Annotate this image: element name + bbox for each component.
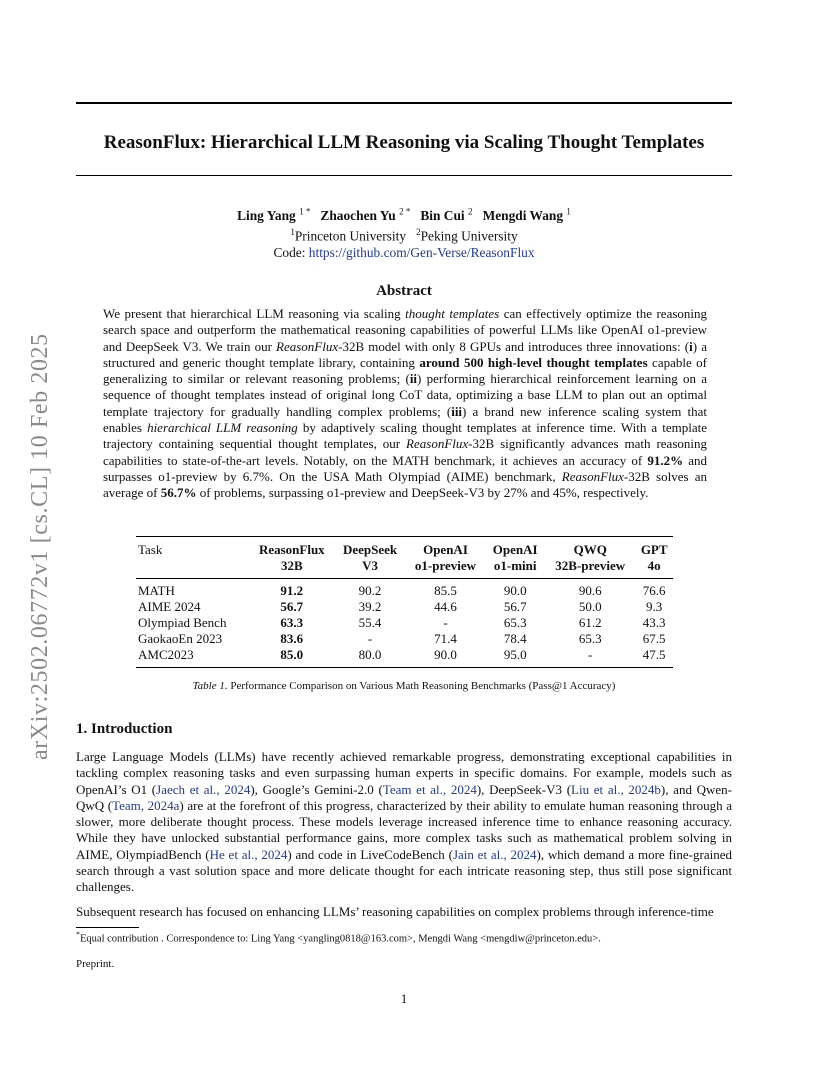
citation-link[interactable]: Liu et al., 2024b: [571, 781, 661, 797]
page-number: 1: [400, 991, 408, 1006]
table-cell: 43.3: [642, 615, 666, 630]
preprint-note: Preprint.: [76, 958, 115, 970]
table-cell: 90.2: [358, 583, 382, 598]
table-cell: 56.7: [280, 599, 304, 614]
table-cell: 91.2: [280, 583, 304, 598]
footnote: *Equal contribution . Correspondence to: Ling Yang <yangling0818@163.com>, Mengdi Wang <mengdiw@princeton.edu>.: [76, 930, 601, 945]
author: Bin Cui $^2$: [420, 207, 473, 224]
table-caption: Table 1. Performance Comparison on Various Math Reasoning Benchmarks (Pass@1 Accuracy): [192, 680, 616, 692]
benchmark-table: [136, 536, 673, 668]
table-header: DeepSeek: [334, 537, 405, 559]
section-heading: 1. Introduction: [76, 721, 173, 737]
table-cell-task: GaokaoEn 2023: [138, 631, 223, 646]
table-cell: 76.6: [642, 583, 666, 598]
author: Zhaochen Yu $^{2 *}$: [320, 207, 411, 224]
affiliation: Princeton University: [294, 228, 407, 244]
citation-link[interactable]: Team, 2024a: [112, 797, 180, 813]
table-cell: 63.3: [280, 615, 304, 630]
table-cell: 65.3: [503, 615, 527, 630]
table-cell: 95.0: [485, 647, 545, 668]
table-cell: 71.4: [434, 631, 457, 646]
author-block: [76, 204, 732, 261]
table-header: ReasonFlux: [249, 537, 334, 559]
table-cell: 67.5: [642, 631, 666, 646]
table-cell: -: [367, 631, 373, 646]
affiliation: Peking University: [420, 228, 518, 244]
table-row: [136, 631, 673, 647]
table-header-sub: 4o: [635, 558, 673, 579]
abstract-heading: Abstract: [376, 283, 432, 299]
table-cell: 39.2: [358, 599, 382, 614]
citation-link[interactable]: He et al., 2024: [209, 846, 288, 862]
table-cell: 9.3: [646, 599, 663, 614]
table-cell: 44.6: [434, 599, 457, 614]
arxiv-sidebar-stamp: arXiv:2502.06772v1 [cs.CL] 10 Feb 2025: [27, 333, 53, 760]
author-list: [76, 204, 732, 224]
table-cell: 78.4: [503, 631, 527, 646]
table-row: [136, 579, 673, 600]
table-cell: 47.5: [635, 647, 673, 668]
footnote-rule: [76, 927, 139, 928]
intro-paragraph-1: Large Language Models (LLMs) have recently achieved remarkable progress, demonstrating exceptional capabilities in tackling complex reasoning tasks and even surpassing human experts in specific domains. For example, models such as OpenAI’s O1 (Jaech et al., 2024), Google’s Gemini-2.0 (Team et al., 2024), DeepSeek-V3 (Liu et al., 2024b), and Qwen-QwQ (Team, 2024a) are at the forefront of this progress, characterized by their ability to emulate human reasoning through a slower, more deliberate thought process. These models leverage increased inference time to enhance reasoning accuracy. While they have unlocked substantial performance gains, more complex tasks such as mathematical problem solving in AIME, OlympiadBench (He et al., 2024) and code in LiveCodeBench (Jain et al., 2024), which demand a more fine-grained search through a vast solution space and more delicate thought for each intricate reasoning step, thus still pose significant challenges.: [76, 749, 733, 895]
table-cell-task: AIME 2024: [138, 599, 201, 614]
table-cell: 55.4: [358, 615, 382, 630]
code-line: Code: https://github.com/Gen-Verse/ReasonFlux: [273, 244, 535, 260]
table-cell: -: [545, 647, 635, 668]
table-cell-task: Olympiad Bench: [138, 615, 227, 630]
author: Mengdi Wang $^1$: [482, 207, 571, 224]
top-rule: [76, 102, 732, 104]
abstract-text: We present that hierarchical LLM reasoning via scaling thought templates can effectively optimize the reasoning search space and outperform the mathematical reasoning capabilities of powerful LLMs like OpenAI o1-preview and DeepSeek V3. We train our ReasonFlux-32B model with only 8 GPUs and introduces three innovations: (i) a structured and generic thought template library, containing around 500 high-level thought templates capable of generalizing to similar or relevant reasoning problems; (ii) performing hierarchical reinforcement learning on a sequence of thought templates instead of original long CoT data, optimizing a base LLM to plan out an optimal template trajectory for gradually handling complex problems; (iii) a brand new inference scaling system that enables hierarchical LLM reasoning by adaptively scaling thought templates at inference time. With a template trajectory containing sequential thought templates, our ReasonFlux-32B significantly advances math reasoning capabilities to state-of-the-art levels. Notably, on the MATH benchmark, it achieves an accuracy of 91.2% and surpasses o1-preview by 6.7%. On the USA Math Olympiad (AIME) benchmark, ReasonFlux-32B solves an average of 56.7% of problems, surpassing o1-preview and DeepSeek-V3 by 27% and 45%, respectively.: [103, 306, 708, 501]
table-cell: 50.0: [578, 599, 602, 614]
table-header: QWQ: [545, 537, 635, 559]
table-header: GPT: [635, 537, 673, 559]
code-link[interactable]: https://github.com/Gen-Verse/ReasonFlux: [308, 244, 535, 260]
table-cell: 90.0: [406, 647, 486, 668]
table-header-sub: 32B-preview: [545, 558, 635, 579]
table-cell: 85.5: [434, 583, 457, 598]
table-header-sub: o1-preview: [406, 558, 486, 579]
table-row: [136, 647, 673, 668]
table-cell: 90.0: [503, 583, 527, 598]
table-cell-task: AMC2023: [136, 647, 249, 668]
table-row: [136, 615, 673, 631]
table-header: OpenAI: [485, 537, 545, 559]
table-cell: 56.7: [503, 599, 527, 614]
table-cell: 65.3: [578, 631, 602, 646]
title-bottom-rule: [76, 175, 732, 176]
table-header-sub: 32B: [249, 558, 334, 579]
citation-link[interactable]: Jaech et al., 2024: [156, 781, 251, 797]
table-header: OpenAI: [406, 537, 486, 559]
table-cell: 80.0: [334, 647, 405, 668]
affiliation-list: $^1$Princeton University $^2$Peking University: [290, 227, 518, 244]
table-row: [136, 599, 673, 615]
table-header-sub: o1-mini: [485, 558, 545, 579]
citation-link[interactable]: Team et al., 2024: [382, 781, 477, 797]
paper-title: ReasonFlux: Hierarchical LLM Reasoning via Scaling Thought Templates: [103, 132, 705, 153]
table-header-sub: V3: [334, 558, 405, 579]
intro-paragraph-2: Subsequent research has focused on enhancing LLMs’ reasoning capabilities on complex problems through inference-time: [76, 904, 714, 919]
citation-link[interactable]: Jain et al., 2024: [452, 846, 537, 862]
table-cell: -: [443, 615, 448, 630]
table-cell: 61.2: [578, 615, 602, 630]
table-cell-task: MATH: [138, 583, 175, 598]
table-header-task: Task: [136, 537, 249, 559]
table-cell: 85.0: [249, 647, 334, 668]
table-cell: 83.6: [280, 631, 304, 646]
author: Ling Yang $^{1 *}$: [237, 207, 311, 224]
table-cell: 90.6: [578, 583, 602, 598]
